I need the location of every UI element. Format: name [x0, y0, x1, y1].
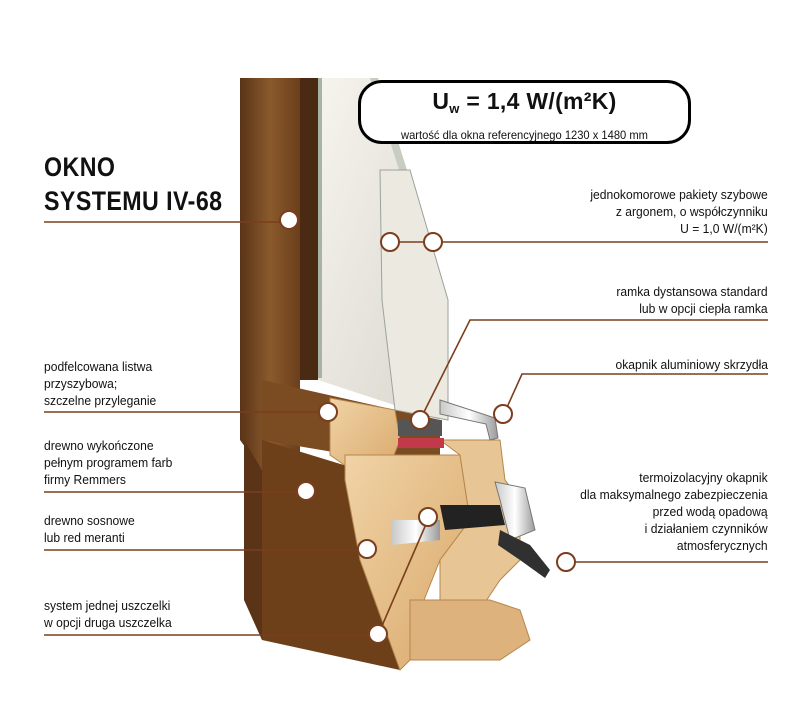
uw-note: wartość dla okna referencyjnego 1230 x 1480 mm — [401, 128, 648, 142]
label-line: z argonem, o współczynniku — [616, 204, 768, 219]
title-line-1: OKNO — [44, 152, 116, 182]
uw-subscript: w — [449, 101, 460, 116]
marker-thermo-drip — [557, 553, 575, 571]
uw-value — [361, 86, 688, 124]
label-line: lub red meranti — [44, 530, 125, 545]
label-aluminium-drip — [615, 356, 768, 373]
label-line: jednokomorowe pakiety szybowe — [590, 187, 768, 202]
marker-seal — [369, 625, 387, 643]
label-line: firmy Remmers — [44, 472, 126, 487]
label-line: podfelcowana listwa — [44, 359, 153, 374]
label-line: i działaniem czynników — [645, 521, 768, 536]
label-line: ramka dystansowa standard — [616, 284, 768, 299]
label-line: szczelne przyleganie — [44, 393, 157, 408]
marker-glass-inner — [381, 233, 399, 251]
label-line: U = 1,0 W/(m²K) — [680, 221, 768, 236]
title-line-2: SYSTEMU IV-68 — [44, 186, 223, 216]
marker-spacer — [411, 411, 429, 429]
label-spacer-frame — [617, 283, 768, 317]
label-line: drewno sosnowe — [44, 513, 135, 528]
label-line: atmosferycznych — [677, 538, 768, 553]
label-line: przyszybowa; — [44, 376, 118, 391]
marker-bead — [319, 403, 337, 421]
marker-wood — [358, 540, 376, 558]
marker-title — [280, 211, 298, 229]
label-line: pełnym programem farb — [44, 455, 173, 470]
uw-number: = 1,4 W/(m²K) — [466, 88, 617, 114]
marker-drip — [494, 405, 512, 423]
label-line: przed wodą opadową — [653, 504, 768, 519]
label-line: lub w opcji ciepła ramka — [639, 301, 768, 316]
marker-finish — [297, 482, 315, 500]
label-line: okapnik aluminiowy skrzydła — [615, 357, 768, 372]
page-title — [44, 150, 223, 218]
label-wood-type — [44, 512, 135, 546]
uw-value-box — [358, 80, 691, 144]
label-line: w opcji druga uszczelka — [44, 615, 172, 630]
label-line: dla maksymalnego zabezpieczenia — [580, 487, 768, 502]
label-glazing-bead — [44, 358, 156, 409]
label-seal-system — [44, 597, 172, 631]
label-thermo-drip — [580, 469, 768, 554]
marker-seal-upper — [419, 508, 437, 526]
label-glass-units — [591, 186, 768, 237]
label-wood-finish — [44, 437, 172, 488]
label-line: system jednej uszczelki — [44, 598, 171, 613]
label-line: termoizolacyjny okapnik — [639, 470, 768, 485]
uw-symbol: U — [432, 88, 450, 114]
label-line: drewno wykończone — [44, 438, 154, 453]
marker-glass-outer — [424, 233, 442, 251]
